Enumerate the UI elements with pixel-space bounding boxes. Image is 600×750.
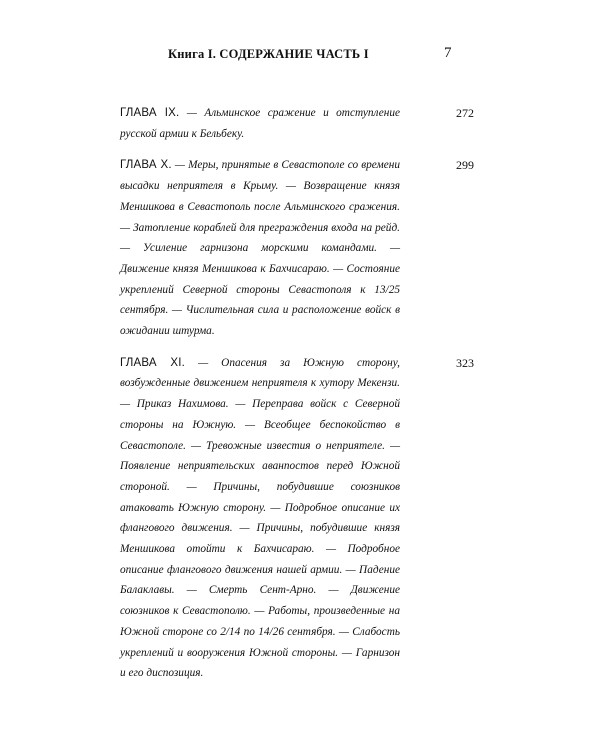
chapter-label: ГЛАВА X. bbox=[120, 159, 172, 172]
chapter-summary: — Альминское сражение и отступление русской армии к Бельбеку. bbox=[120, 107, 401, 140]
toc-page-number: 323 bbox=[456, 355, 474, 370]
toc-entry-text bbox=[120, 103, 400, 144]
chapter-summary: — Меры, принятые в Севастополе со времени высадки неприятеля в Крыму. — Возвращение князя Меншикова в Севастополь после Альминского сражения. — Затопление кораблей для преграждения входа на рейд. — Усиление гарнизона морскими командами. — Движение князя Меншикова к Бахчисараю. — Состояние укреплений Северной стороны Севастополя к 13/25 сентября. — Числительная сила и расположение войск в ожидании штурма. bbox=[120, 159, 400, 338]
running-title: Книга I. СОДЕРЖАНИЕ ЧАСТЬ I bbox=[168, 47, 369, 61]
table-of-contents bbox=[120, 103, 474, 695]
toc-entry-chapter-11 bbox=[120, 353, 474, 684]
toc-page-number: 299 bbox=[456, 158, 474, 173]
toc-entry-chapter-9 bbox=[120, 103, 474, 144]
toc-page-number: 272 bbox=[456, 106, 474, 120]
chapter-summary: — Опасения за Южную сторону, возбужденные движением неприятеля к хутору Мекензи. — Приказ Нахимова. — Переправа войск с Северной стороны на Южную. — Всеобщее беспокойство в Севастополе. — Тревожные известия о неприятеле. — Появление неприятельских аванпостов перед Южной стороной. — Причины, побудившие союзников атаковать Южную сторону. — Подробное описание их флангового движения. — Причины, побудившие князя Меншикова отойти к Бахчисараю. — Подробное описание флангового движения нашей армии. — Падение Балаклавы. — Смерть Сент-Арно. — Движение союзников к Севастополю. — Работы, произведенные на Южной стороне со 2/14 по 14/26 сентября. — Слабость укреплений и вооружения Южной стороны. — Гарнизон и его диспозиция. bbox=[120, 356, 400, 680]
page-header bbox=[0, 47, 600, 67]
chapter-label: ГЛАВА IX. bbox=[120, 107, 180, 119]
page-number: 7 bbox=[444, 45, 452, 61]
toc-entry-chapter-10 bbox=[120, 155, 474, 341]
chapter-label: ГЛАВА XI. bbox=[120, 356, 186, 369]
toc-entry-text bbox=[120, 155, 400, 341]
toc-entry-text bbox=[120, 353, 400, 684]
